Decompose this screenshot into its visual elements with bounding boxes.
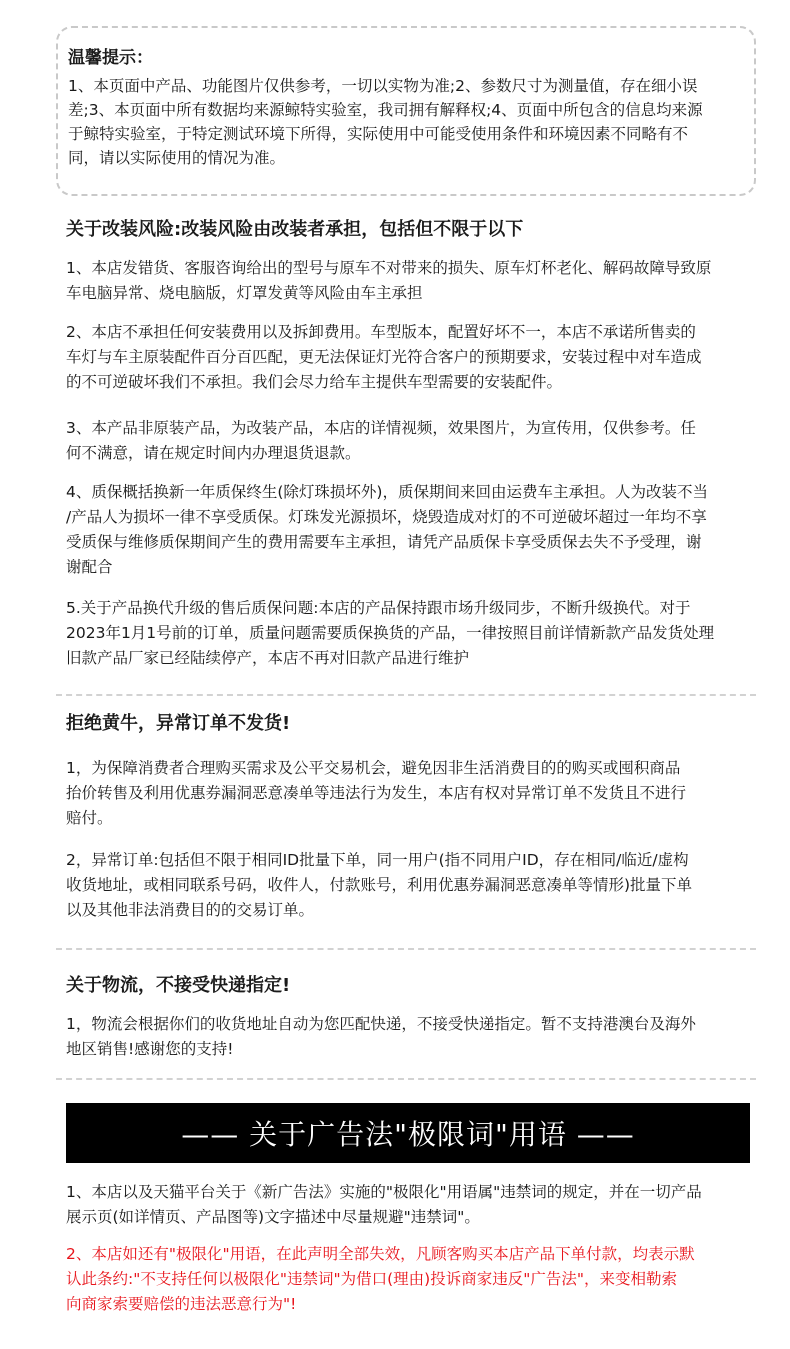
paragraph-line: 4、质保概括换新一年质保终生(除灯珠损坏外)，质保期间来回由运费车主承担。人为改装不当 <box>66 483 708 501</box>
paragraph-line: 谢配合 <box>66 558 113 576</box>
notice-line: 于鲸特实验室，于特定测试环境下所得，实际使用中可能受使用条件和环境因素不同略有不 <box>68 125 689 143</box>
paragraph-line: 的不可逆破坏我们不承担。我们会尽力给车主提供车型需要的安装配件。 <box>66 373 563 391</box>
paragraph-line: 1、本店以及天猫平台关于《新广告法》实施的"极限化"用语属"违禁词的规定，并在一切产品 <box>66 1183 702 1201</box>
logistics-title: 关于物流，不接受快递指定! <box>66 975 291 996</box>
modification-item-3 <box>66 416 756 466</box>
paragraph-line: 2023年1月1号前的订单，质量问题需要质保换货的产品，一律按照目前详情新款产品发货处理 <box>66 624 715 642</box>
paragraph-line: 车灯与车主原装配件百分百匹配，更无法保证灯光符合客户的预期要求，安装过程中对车造成 <box>66 348 702 366</box>
section-divider <box>56 948 756 950</box>
paragraph-line: 车电脑异常、烧电脑版，灯罩发黄等风险由车主承担 <box>66 284 423 302</box>
modification-title: 关于改装风险:改装风险由改装者承担，包括但不限于以下 <box>66 219 524 240</box>
paragraph-line: 以及其他非法消费目的的交易订单。 <box>66 901 315 919</box>
modification-item-5 <box>66 596 756 671</box>
section-divider <box>56 694 756 696</box>
modification-item-1 <box>66 256 756 306</box>
scalpers-title: 拒绝黄牛，异常订单不发货! <box>66 713 291 734</box>
paragraph-line: 赔付。 <box>66 809 113 827</box>
notice-line: 1、本页面中产品、功能图片仅供参考，一切以实物为准;2、参数尺寸为测量值，存在细小误 <box>68 77 698 95</box>
modification-item-4 <box>66 480 756 580</box>
paragraph-line: 1，为保障消费者合理购买需求及公平交易机会，避免因非生活消费目的的购买或囤积商品 <box>66 759 681 777</box>
notice-line: 同，请以实际使用的情况为准。 <box>68 149 286 167</box>
paragraph-line: 旧款产品厂家已经陆续停产，本店不再对旧款产品进行维护 <box>66 649 470 667</box>
ad-law-banner: —— 关于广告法"极限词"用语 —— <box>66 1103 750 1163</box>
scalpers-item-2 <box>66 848 756 923</box>
paragraph-line: 2，异常订单:包括但不限于相同ID批量下单，同一用户(指不同用户ID，存在相同/临近/虚构 <box>66 851 689 869</box>
paragraph-line: 3、本产品非原装产品，为改装产品，本店的详情视频，效果图片，为宣传用，仅供参考。任 <box>66 419 696 437</box>
paragraph-line: 抬价转售及利用优惠券漏洞恶意凑单等违法行为发生，本店有权对异常订单不发货且不进行 <box>66 784 687 802</box>
paragraph-line: 受质保与维修质保期间产生的费用需要车主承担，请凭产品质保卡享受质保去失不予受理，谢 <box>66 533 702 551</box>
section-divider <box>56 1078 756 1080</box>
modification-section <box>66 216 756 244</box>
paragraph-line: 认此条约:"不支持任何以极限化"违禁词"为借口(理由)投诉商家违反"广告法"，来变相勒索 <box>66 1270 677 1288</box>
paragraph-line: 5.关于产品换代升级的售后质保问题:本店的产品保持跟市场升级同步，不断升级换代。对于 <box>66 599 691 617</box>
paragraph-line: 展示页(如详情页、产品图等)文字描述中尽量规避"违禁词"。 <box>66 1208 480 1226</box>
notice-box <box>56 26 756 196</box>
scalpers-item-1 <box>66 756 756 831</box>
ad-law-item-1 <box>66 1180 756 1230</box>
paragraph-line: 1、本店发错货、客服咨询给出的型号与原车不对带来的损失、原车灯杯老化、解码故障导致原 <box>66 259 712 277</box>
modification-item-2 <box>66 320 756 395</box>
paragraph-line: 何不满意，请在规定时间内办理退货退款。 <box>66 444 361 462</box>
paragraph-line: 2、本店如还有"极限化"用语，在此声明全部失效，凡顾客购买本店产品下单付款，均表示默 <box>66 1245 695 1263</box>
paragraph-line: 收货地址，或相同联系号码，收件人，付款账号，利用优惠券漏洞恶意凑单等情形)批量下单 <box>66 876 693 894</box>
paragraph-line: 2、本店不承担任何安装费用以及拆卸费用。车型版本，配置好坏不一，本店不承诺所售卖的 <box>66 323 696 341</box>
paragraph-line: 向商家索要赔偿的违法恶意行为"! <box>66 1295 297 1313</box>
paragraph-line: 1，物流会根据你们的收货地址自动为您匹配快递，不接受快递指定。暂不支持港澳台及海外 <box>66 1015 696 1033</box>
paragraph-line: /产品人为损坏一律不享受质保。灯珠发光源损坏，烧毁造成对灯的不可逆破坏超过一年均不享 <box>66 508 707 526</box>
ad-law-item-2 <box>66 1242 756 1317</box>
scalpers-section <box>66 710 756 738</box>
notice-title: 温馨提示： <box>68 48 153 68</box>
paragraph-line: 地区销售!感谢您的支持! <box>66 1040 234 1058</box>
notice-line: 差;3、本页面中所有数据均来源鲸特实验室，我司拥有解释权;4、页面中所包含的信息均来源 <box>68 101 703 119</box>
logistics-item-1 <box>66 1012 756 1062</box>
logistics-section <box>66 972 756 1000</box>
